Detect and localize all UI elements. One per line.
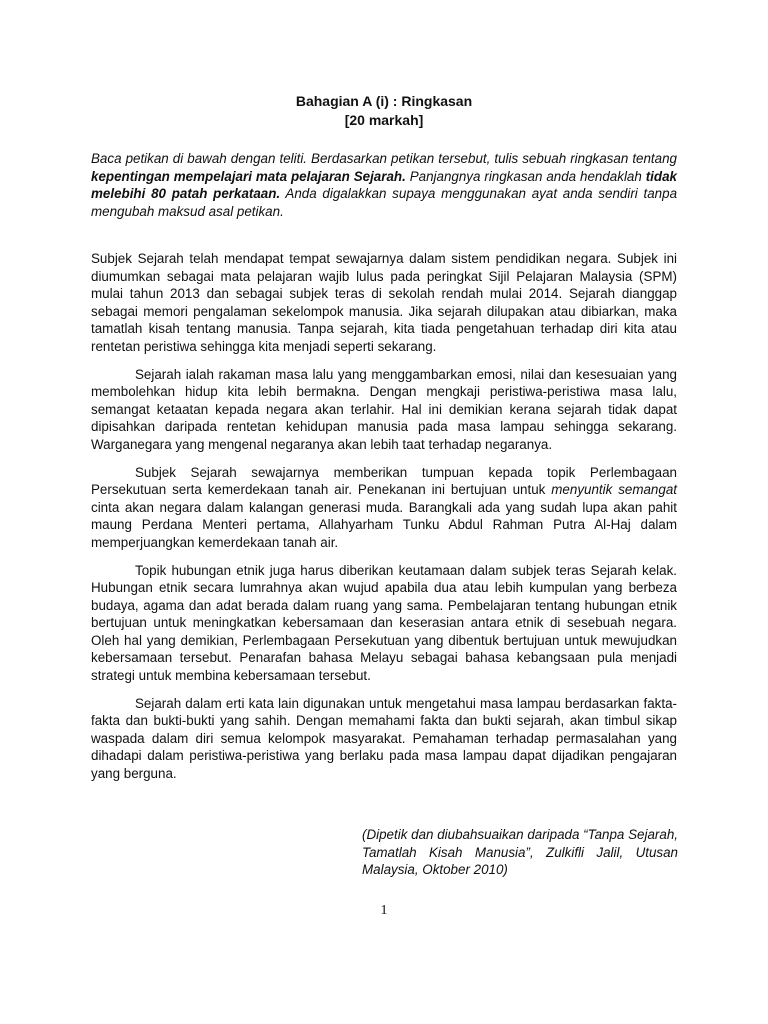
source-citation: (Dipetik dan diubahsuaikan daripada “Tanpa Sejarah, Tamatlah Kisah Manusia”, Zulkifli Jalil, Utusan Malaysia, Oktober 2010) — [362, 827, 678, 878]
instruction-bold-topic: kepentingan mempelajari mata pelajaran Sejarah. — [91, 168, 406, 184]
instruction-bold-word-limit: tidak melebihi 80 patah perkataan. — [91, 168, 677, 202]
passage-paragraph-2: Sejarah ialah rakaman masa lalu yang menggambarkan emosi, nilai dan kesesuaian yang membolehkan hidup kita lebih bermakna. Dengan mengkaji peristiwa-peristiwa masa lalu, semangat ketaatan kepada negara akan terlahir. Hal ini demikian kerana sejarah tidak dapat dipisahkan daripada rentetan kehidupan manusia pada masa lampau sehingga sekarang. Warganegara yang mengenal negaranya akan lebih taat terhadap negaranya. — [91, 366, 677, 452]
paragraph-3-part-a: Subjek Sejarah sewajarnya memberikan tumpuan kepada topik Perlembagaan Persekutuan serta kemerdekaan tanah air. Penekanan ini bertujuan untuk — [91, 464, 677, 498]
instruction-part-1: Baca petikan di bawah dengan teliti. Berdasarkan petikan tersebut, tulis sebuah ringkasan tentang — [91, 151, 677, 166]
section-title: Bahagian A (i) : Ringkasan — [295, 93, 473, 109]
section-heading — [0, 92, 768, 129]
page-number: 1 — [380, 903, 388, 918]
marks-label: [20 markah] — [344, 111, 424, 128]
passage-paragraph-4: Topik hubungan etnik juga harus diberikan keutamaan dalam subjek teras Sejarah kelak. Hubungan etnik secara lumrahnya akan wujud apabila dua atau lebih kumpulan yang berbeza budaya, agama dan adat berada dalam ruang yang sama. Pembelajaran tentang hubungan etnik bertujuan untuk meningkatkan kebersamaan dan keserasian antara etnik di sesebuah negara. Oleh hal yang demikian, Perlembagaan Persekutuan yang dibentuk bertujuan untuk mewujudkan kebersamaan tersebut. Penarafan bahasa Melayu sebagai bahasa kebangsaan pula menjadi strategi untuk membina kebersamaan tersebut. — [91, 562, 677, 684]
paragraph-3-part-b: cinta akan negara dalam kalangan generasi muda. Barangkali ada yang sudah lupa akan pahit maung Perdana Menteri pertama, Allahyarham Tunku Abdul Rahman Putra Al-Haj dalam memperjuangkan kemerdekaan tanah air. — [91, 499, 677, 550]
passage — [91, 250, 677, 793]
passage-paragraph-3 — [91, 464, 677, 552]
instruction-part-3: Anda digalakkan supaya menggunakan ayat anda sendiri tanpa mengubah maksud asal petikan. — [91, 186, 678, 219]
instruction-text — [91, 150, 677, 220]
instruction-part-2: Panjangnya ringkasan anda hendaklah — [405, 168, 646, 184]
paragraph-3-emphasis: menyuntik semangat — [551, 482, 677, 498]
passage-paragraph-5: Sejarah dalam erti kata lain digunakan untuk mengetahui masa lampau berdasarkan fakta-fakta dan bukti-bukti yang sahih. Dengan memahami fakta dan bukti sejarah, akan timbul sikap waspada dalam diri semua kelompok masyarakat. Pemahaman terhadap permasalahan yang dihadapi dalam peristiwa-peristiwa yang berlaku pada masa lampau dapat dijadikan pengajaran yang berguna. — [91, 695, 677, 782]
passage-paragraph-1: Subjek Sejarah telah mendapat tempat sewajarnya dalam sistem pendidikan negara. Subjek ini diumumkan sebagai mata pelajaran wajib lulus pada peringkat Sijil Pelajaran Malaysia (SPM) mulai tahun 2013 dan sebagai subjek teras di sekolah rendah mulai 2014. Sejarah dianggap sebagai memori pengalaman sekelompok manusia. Jika sejarah dilupakan atau dibiarkan, maka tamatlah kisah tentang manusia. Tanpa sejarah, kita tiada pengetahuan terhadap diri kita atau rentetan peristiwa sehingga kita menjadi seperti sekarang. — [91, 251, 677, 354]
